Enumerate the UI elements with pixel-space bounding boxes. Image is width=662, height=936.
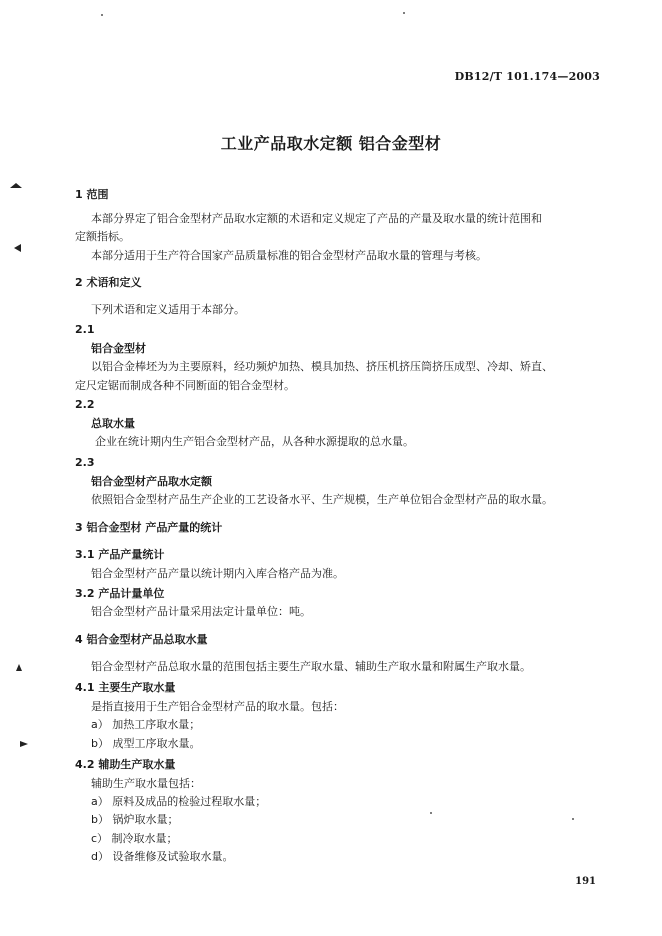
paragraph-line: 依照铝合金型材产品生产企业的工艺设备水平、生产规模，生产单位铝合金型材产品的取水量。: [91, 493, 553, 506]
paragraph-line: 辅助生产取水量包括：: [91, 777, 201, 790]
section-heading: 3 铝合金型材 产品产量的统计: [75, 521, 223, 534]
paragraph-line: 以铝合金棒坯为为主要原料，经功频炉加热、模具加热、挤压机挤压筒挤压成型、冷却、矫直、: [91, 360, 553, 373]
list-item: a） 原料及成品的检验过程取水量；: [91, 795, 267, 808]
subsection-heading: 4.1 主要生产取水量: [75, 681, 176, 694]
paragraph-line: 铝合金型材产品计量采用法定计量单位：吨。: [91, 605, 311, 618]
subsection-heading: 3.1 产品产量统计: [75, 548, 165, 561]
scan-mark-icon: [20, 741, 28, 747]
paragraph-line: 铝合金型材产品总取水量的范围包括主要生产取水量、辅助生产取水量和附属生产取水量。: [91, 660, 531, 673]
standard-code: DB12/T 101.174—2003: [454, 70, 600, 83]
scan-mark-icon: [16, 664, 22, 671]
subsection-heading: 3.2 产品计量单位: [75, 587, 165, 600]
scan-dot-icon: [572, 818, 574, 820]
paragraph-line: 下列术语和定义适用于本部分。: [91, 303, 245, 316]
paragraph-line: 本部分界定了铝合金型材产品取水定额的术语和定义规定了产品的产量及取水量的统计范围和: [91, 212, 542, 225]
scan-dot-icon: [430, 812, 432, 814]
clause-number: 2.3: [75, 456, 95, 469]
scan-mark-icon: [10, 183, 22, 188]
paragraph-line: 定额指标。: [75, 230, 130, 243]
page-number: 191: [575, 876, 596, 887]
paragraph-line: 企业在统计期内生产铝合金型材产品，从各种水源提取的总水量。: [95, 435, 414, 448]
paragraph-line: 本部分适用于生产符合国家产品质量标准的铝合金型材产品取水量的管理与考核。: [91, 249, 487, 262]
section-heading: 1 范围: [75, 188, 109, 201]
section-heading: 4 铝合金型材产品总取水量: [75, 633, 208, 646]
subsection-heading: 4.2 辅助生产取水量: [75, 758, 176, 771]
paragraph-line: 是指直接用于生产铝合金型材产品的取水量。包括：: [91, 700, 344, 713]
list-item: b） 锅炉取水量；: [91, 813, 179, 826]
paragraph-line: 定尺定锯而制成各种不同断面的铝合金型材。: [75, 379, 295, 392]
section-heading: 2 术语和定义: [75, 276, 142, 289]
scan-dot-icon: [403, 12, 405, 14]
list-item: a） 加热工序取水量；: [91, 718, 201, 731]
document-title: 工业产品取水定额 铝合金型材: [220, 134, 442, 153]
clause-number: 2.1: [75, 323, 95, 336]
scan-mark-icon: [14, 244, 21, 252]
term-name: 铝合金型材: [91, 342, 146, 355]
paragraph-line: 铝合金型材产品产量以统计期内入库合格产品为准。: [91, 567, 344, 580]
term-name: 铝合金型材产品取水定额: [91, 475, 212, 488]
term-name: 总取水量: [91, 417, 135, 430]
list-item: d） 设备维修及试验取水量。: [91, 850, 234, 863]
clause-number: 2.2: [75, 398, 95, 411]
scan-dot-icon: [101, 14, 103, 16]
list-item: c） 制冷取水量；: [91, 832, 178, 845]
list-item: b） 成型工序取水量。: [91, 737, 201, 750]
